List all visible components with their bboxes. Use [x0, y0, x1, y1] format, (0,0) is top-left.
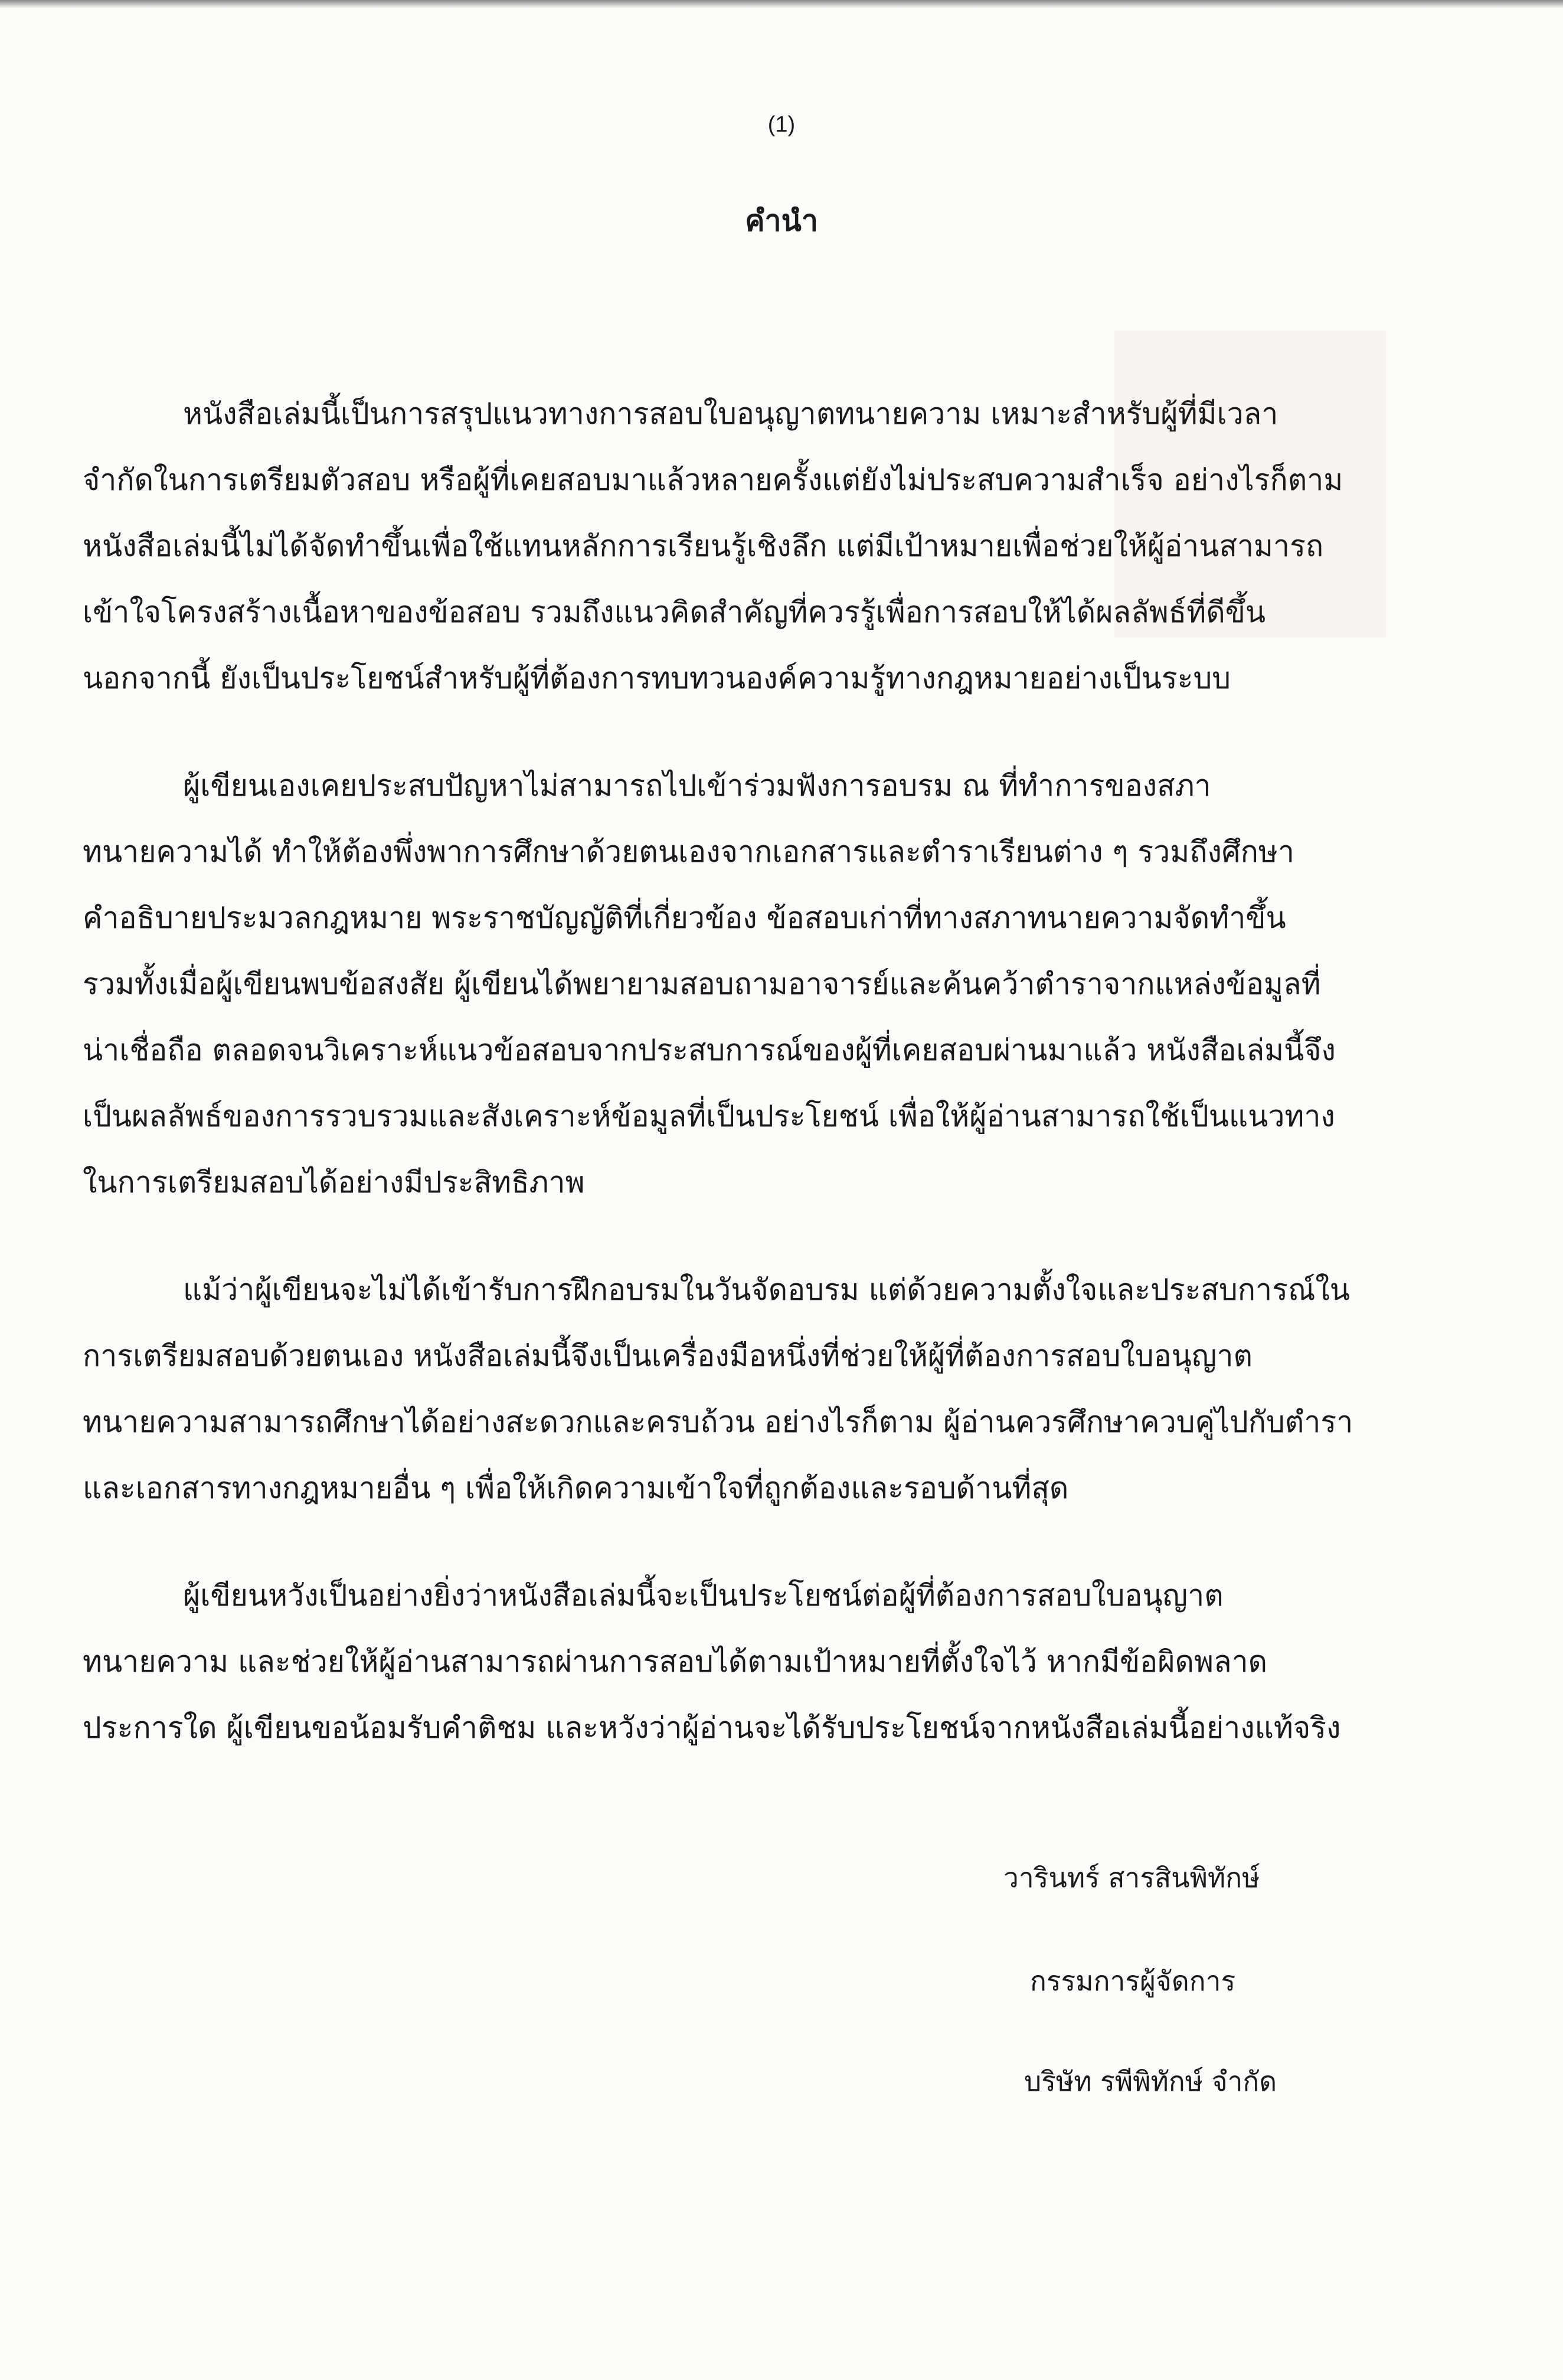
- text-line: คำอธิบายประมวลกฎหมาย พระราชบัญญัติที่เกี่ยวข้อง ข้อสอบเก่าที่ทางสภาทนายความจัดทำขึ้น: [83, 901, 1286, 935]
- text-line: จำกัดในการเตรียมตัวสอบ หรือผู้ที่เคยสอบมาแล้วหลายครั้งแต่ยังไม่ประสบความสำเร็จ อย่างไรก็ตาม: [83, 463, 1343, 497]
- text-line: เข้าใจโครงสร้างเนื้อหาของข้อสอบ รวมถึงแนวคิดสำคัญที่ควรรู้เพื่อการสอบให้ได้ผลลัพธ์ที่ดีขึ้น: [83, 595, 1266, 629]
- text-line: ทนายความได้ ทำให้ต้องพึ่งพาการศึกษาด้วยตนเองจากเอกสารและตำราเรียนต่าง ๆ รวมถึงศึกษา: [83, 835, 1294, 869]
- paragraph-2: [83, 753, 1393, 1215]
- paragraph-3: [83, 1257, 1393, 1521]
- signature-role: กรรมการผู้จัดการ: [1030, 1965, 1236, 1997]
- text-line: แม้ว่าผู้เขียนจะไม่ได้เข้ารับการฝึกอบรมในวันจัดอบรม แต่ด้วยความตั้งใจและประสบการณ์ใน: [183, 1273, 1350, 1307]
- text-line: หนังสือเล่มนี้ไม่ได้จัดทำขึ้นเพื่อใช้แทนหลักการเรียนรู้เชิงลึก แต่มีเป้าหมายเพื่อช่วยให้ผู้อ่านสามารถ: [83, 529, 1324, 563]
- paragraph-1: [83, 381, 1393, 711]
- preface-body: [83, 381, 1393, 1802]
- text-line: ในการเตรียมสอบได้อย่างมีประสิทธิภาพ: [83, 1165, 585, 1199]
- text-line: หนังสือเล่มนี้เป็นการสรุปแนวทางการสอบใบอนุญาตทนายความ เหมาะสำหรับผู้ที่มีเวลา: [183, 397, 1278, 431]
- text-line: ประการใด ผู้เขียนขอน้อมรับคำติชม และหวังว่าผู้อ่านจะได้รับประโยชน์จากหนังสือเล่มนี้อย่างแท้จริง: [83, 1711, 1341, 1745]
- text-line: การเตรียมสอบด้วยตนเอง หนังสือเล่มนี้จึงเป็นเครื่องมือหนึ่งที่ช่วยให้ผู้ที่ต้องการสอบใบอนุญาต: [83, 1339, 1253, 1373]
- text-line: ทนายความ และช่วยให้ผู้อ่านสามารถผ่านการสอบได้ตามเป้าหมายที่ตั้งใจไว้ หากมีข้อผิดพลาด: [83, 1645, 1268, 1679]
- text-line: ผู้เขียนเองเคยประสบปัญหาไม่สามารถไปเข้าร่วมฟังการอบรม ณ ที่ทำการของสภา: [183, 769, 1211, 803]
- scan-edge: [0, 0, 1563, 8]
- paragraph-4: [83, 1562, 1393, 1761]
- text-line: และเอกสารทางกฎหมายอื่น ๆ เพื่อให้เกิดความเข้าใจที่ถูกต้องและรอบด้านที่สุด: [83, 1471, 1069, 1505]
- page-number: (1): [767, 112, 796, 137]
- text-line: ทนายความสามารถศึกษาได้อย่างสะดวกและครบถ้วน อย่างไรก็ตาม ผู้อ่านควรศึกษาควบคู่ไปกับตำรา: [83, 1405, 1353, 1439]
- text-line: เป็นผลลัพธ์ของการรวบรวมและสังเคราะห์ข้อมูลที่เป็นประโยชน์ เพื่อให้ผู้อ่านสามารถใช้เป็นแนวทาง: [83, 1099, 1335, 1133]
- text-line: รวมทั้งเมื่อผู้เขียนพบข้อสงสัย ผู้เขียนได้พยายามสอบถามอาจารย์และค้นคว้าตำราจากแหล่งข้อมูลที่: [83, 967, 1321, 1001]
- page-title: คำนำ: [745, 204, 818, 238]
- text-line: นอกจากนี้ ยังเป็นประโยชน์สำหรับผู้ที่ต้องการทบทวนองค์ความรู้ทางกฎหมายอย่างเป็นระบบ: [83, 661, 1231, 695]
- text-line: ผู้เขียนหวังเป็นอย่างยิ่งว่าหนังสือเล่มนี้จะเป็นประโยชน์ต่อผู้ที่ต้องการสอบใบอนุญาต: [183, 1578, 1224, 1613]
- signature-company: บริษัท รพีพิทักษ์ จำกัด: [1024, 2065, 1277, 2097]
- signature-name: วารินทร์ สารสินพิทักษ์: [1003, 1862, 1260, 1894]
- text-line: น่าเชื่อถือ ตลอดจนวิเคราะห์แนวข้อสอบจากประสบการณ์ของผู้ที่เคยสอบผ่านมาแล้ว หนังสือเล่มนี้จึง: [83, 1033, 1336, 1067]
